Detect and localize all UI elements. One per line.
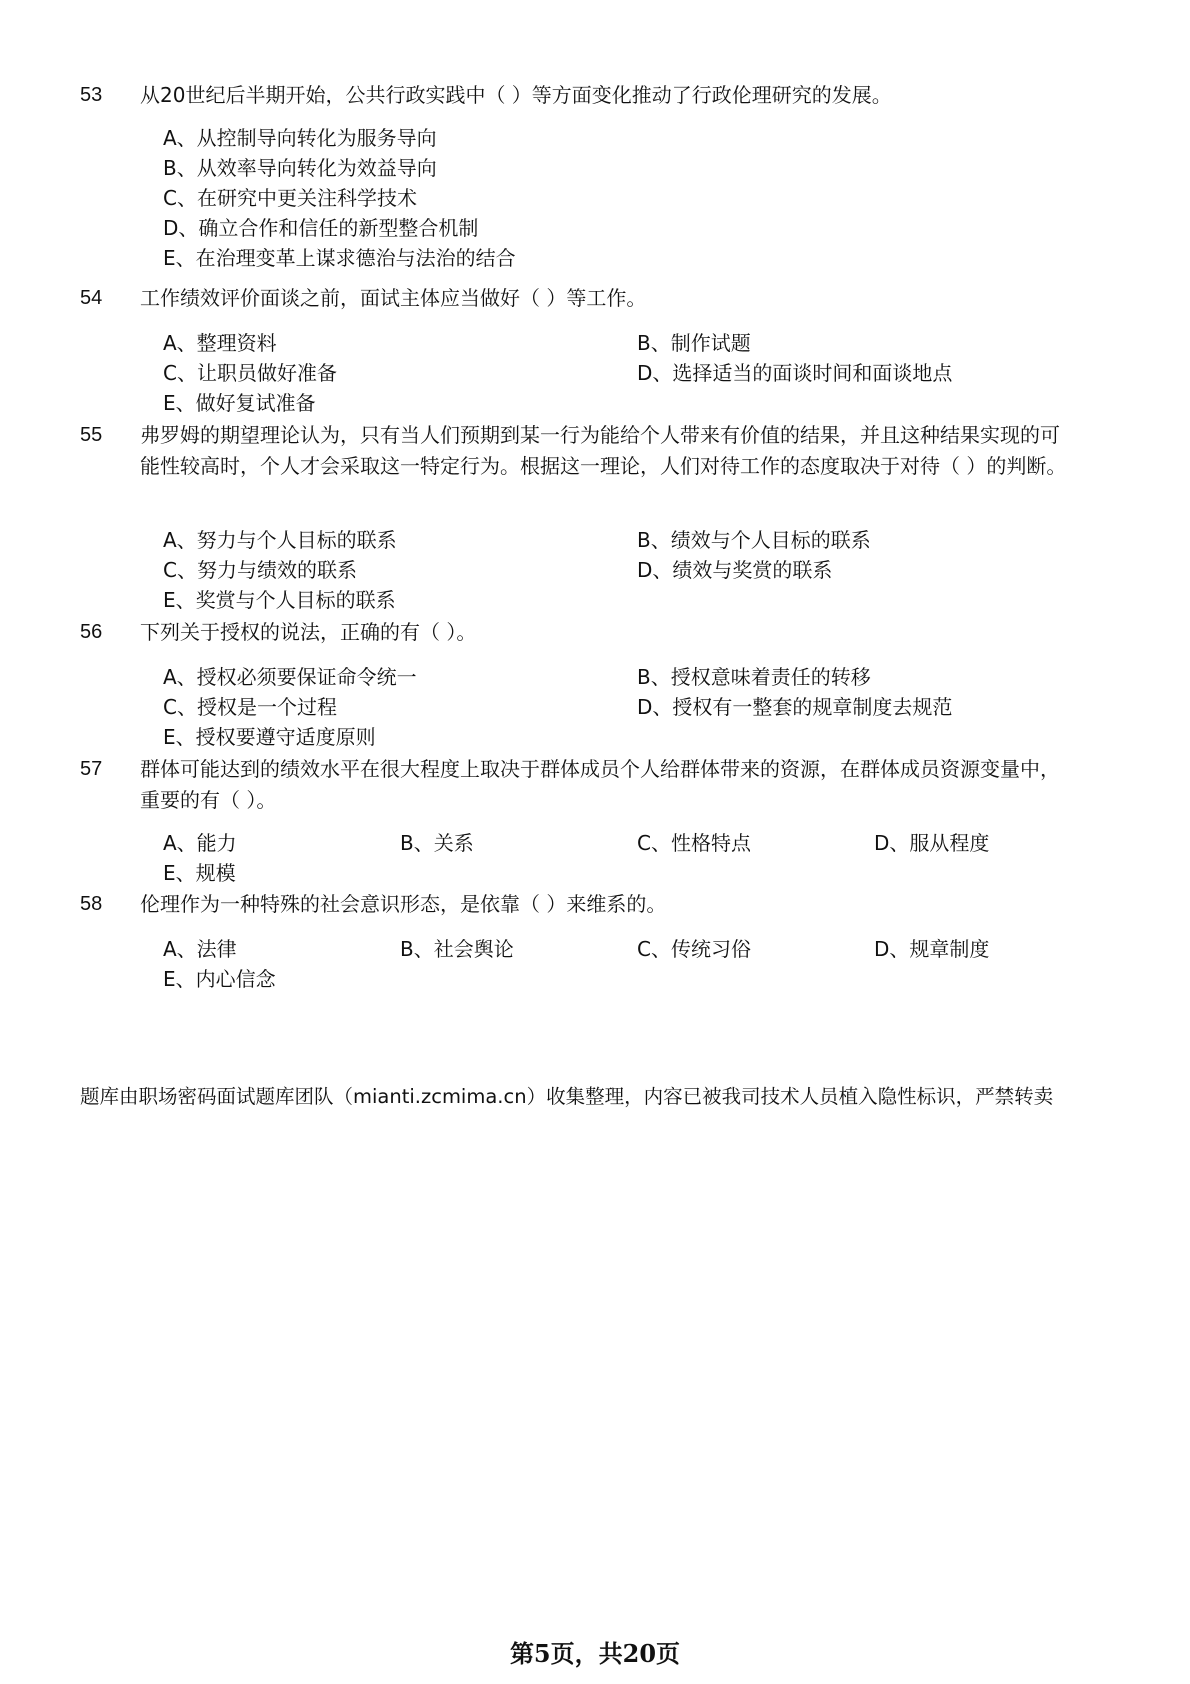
option-e: E、做好复试准备: [163, 391, 316, 415]
options-58: [163, 934, 1123, 994]
options-56: [163, 662, 1123, 752]
option-b: B、从效率导向转化为效益导向: [163, 156, 437, 180]
question-number: 57: [80, 758, 103, 780]
page-number: 第5页，共20页: [509, 1639, 681, 1668]
question-53: [80, 80, 1080, 111]
option-c: C、让职员做好准备: [163, 361, 337, 385]
question-text: 下列关于授权的说法，正确的有（ ）。: [140, 620, 477, 644]
question-number: 58: [80, 893, 103, 915]
question-text: 从20世纪后半期开始，公共行政实践中（ ）等方面变化推动了行政伦理研究的发展。: [140, 83, 892, 107]
option-a: A、努力与个人目标的联系: [163, 528, 397, 552]
option-b: B、制作试题: [637, 331, 751, 355]
option-d: D、授权有一整套的规章制度去规范: [637, 695, 953, 719]
question-text: 伦理作为一种特殊的社会意识形态，是依靠（ ）来维系的。: [140, 892, 667, 916]
question-55: [80, 420, 1080, 482]
option-d: D、服从程度: [874, 831, 990, 855]
options-57: [163, 828, 1123, 888]
option-e: E、奖赏与个人目标的联系: [163, 588, 396, 612]
question-number: 56: [80, 621, 103, 643]
option-e: E、在治理变革上谋求德治与法治的结合: [163, 246, 516, 270]
question-54: [80, 283, 1080, 314]
option-a: A、整理资料: [163, 331, 277, 355]
option-d: D、确立合作和信任的新型整合机制: [163, 216, 479, 240]
question-56: [80, 617, 1080, 648]
option-a: A、法律: [163, 937, 237, 961]
question-text: 群体可能达到的绩效水平在很大程度上取决于群体成员个人给群体带来的资源，在群体成员资源变量中，重要的有（ ）。: [140, 757, 1060, 812]
option-b: B、关系: [400, 831, 474, 855]
option-a: A、从控制导向转化为服务导向: [163, 126, 437, 150]
question-58: [80, 889, 1080, 920]
question-number: 53: [80, 84, 103, 106]
option-a: A、授权必须要保证命令统一: [163, 665, 417, 689]
option-a: A、能力: [163, 831, 237, 855]
option-d: D、规章制度: [874, 937, 990, 961]
option-e: E、规模: [163, 861, 236, 885]
option-c: C、性格特点: [637, 831, 751, 855]
options-54: [163, 328, 1123, 418]
option-c: C、在研究中更关注科学技术: [163, 186, 417, 210]
question-57: [80, 754, 1080, 816]
copyright-notice: 题库由职场密码面试题库团队（mianti.zcmima.cn）收集整理，内容已被我司技术人员植入隐性标识，严禁转卖: [80, 1085, 1054, 1108]
option-c: C、传统习俗: [637, 937, 751, 961]
option-e: E、内心信念: [163, 967, 276, 991]
question-number: 54: [80, 287, 103, 309]
option-b: B、授权意味着责任的转移: [637, 665, 871, 689]
option-b: B、绩效与个人目标的联系: [637, 528, 871, 552]
question-text: 弗罗姆的期望理论认为，只有当人们预期到某一行为能给个人带来有价值的结果，并且这种结果实现的可能性较高时，个人才会采取这一特定行为。根据这一理论，人们对待工作的态度取决于对待（ ）的判断。: [140, 423, 1067, 478]
options-55: [163, 525, 1123, 615]
option-c: C、授权是一个过程: [163, 695, 337, 719]
options-53: [163, 123, 1123, 273]
option-b: B、社会舆论: [400, 937, 514, 961]
option-d: D、绩效与奖赏的联系: [637, 558, 833, 582]
option-c: C、努力与绩效的联系: [163, 558, 357, 582]
option-e: E、授权要遵守适度原则: [163, 725, 376, 749]
question-text: 工作绩效评价面谈之前，面试主体应当做好（ ）等工作。: [140, 286, 647, 310]
question-number: 55: [80, 424, 103, 446]
option-d: D、选择适当的面谈时间和面谈地点: [637, 361, 953, 385]
